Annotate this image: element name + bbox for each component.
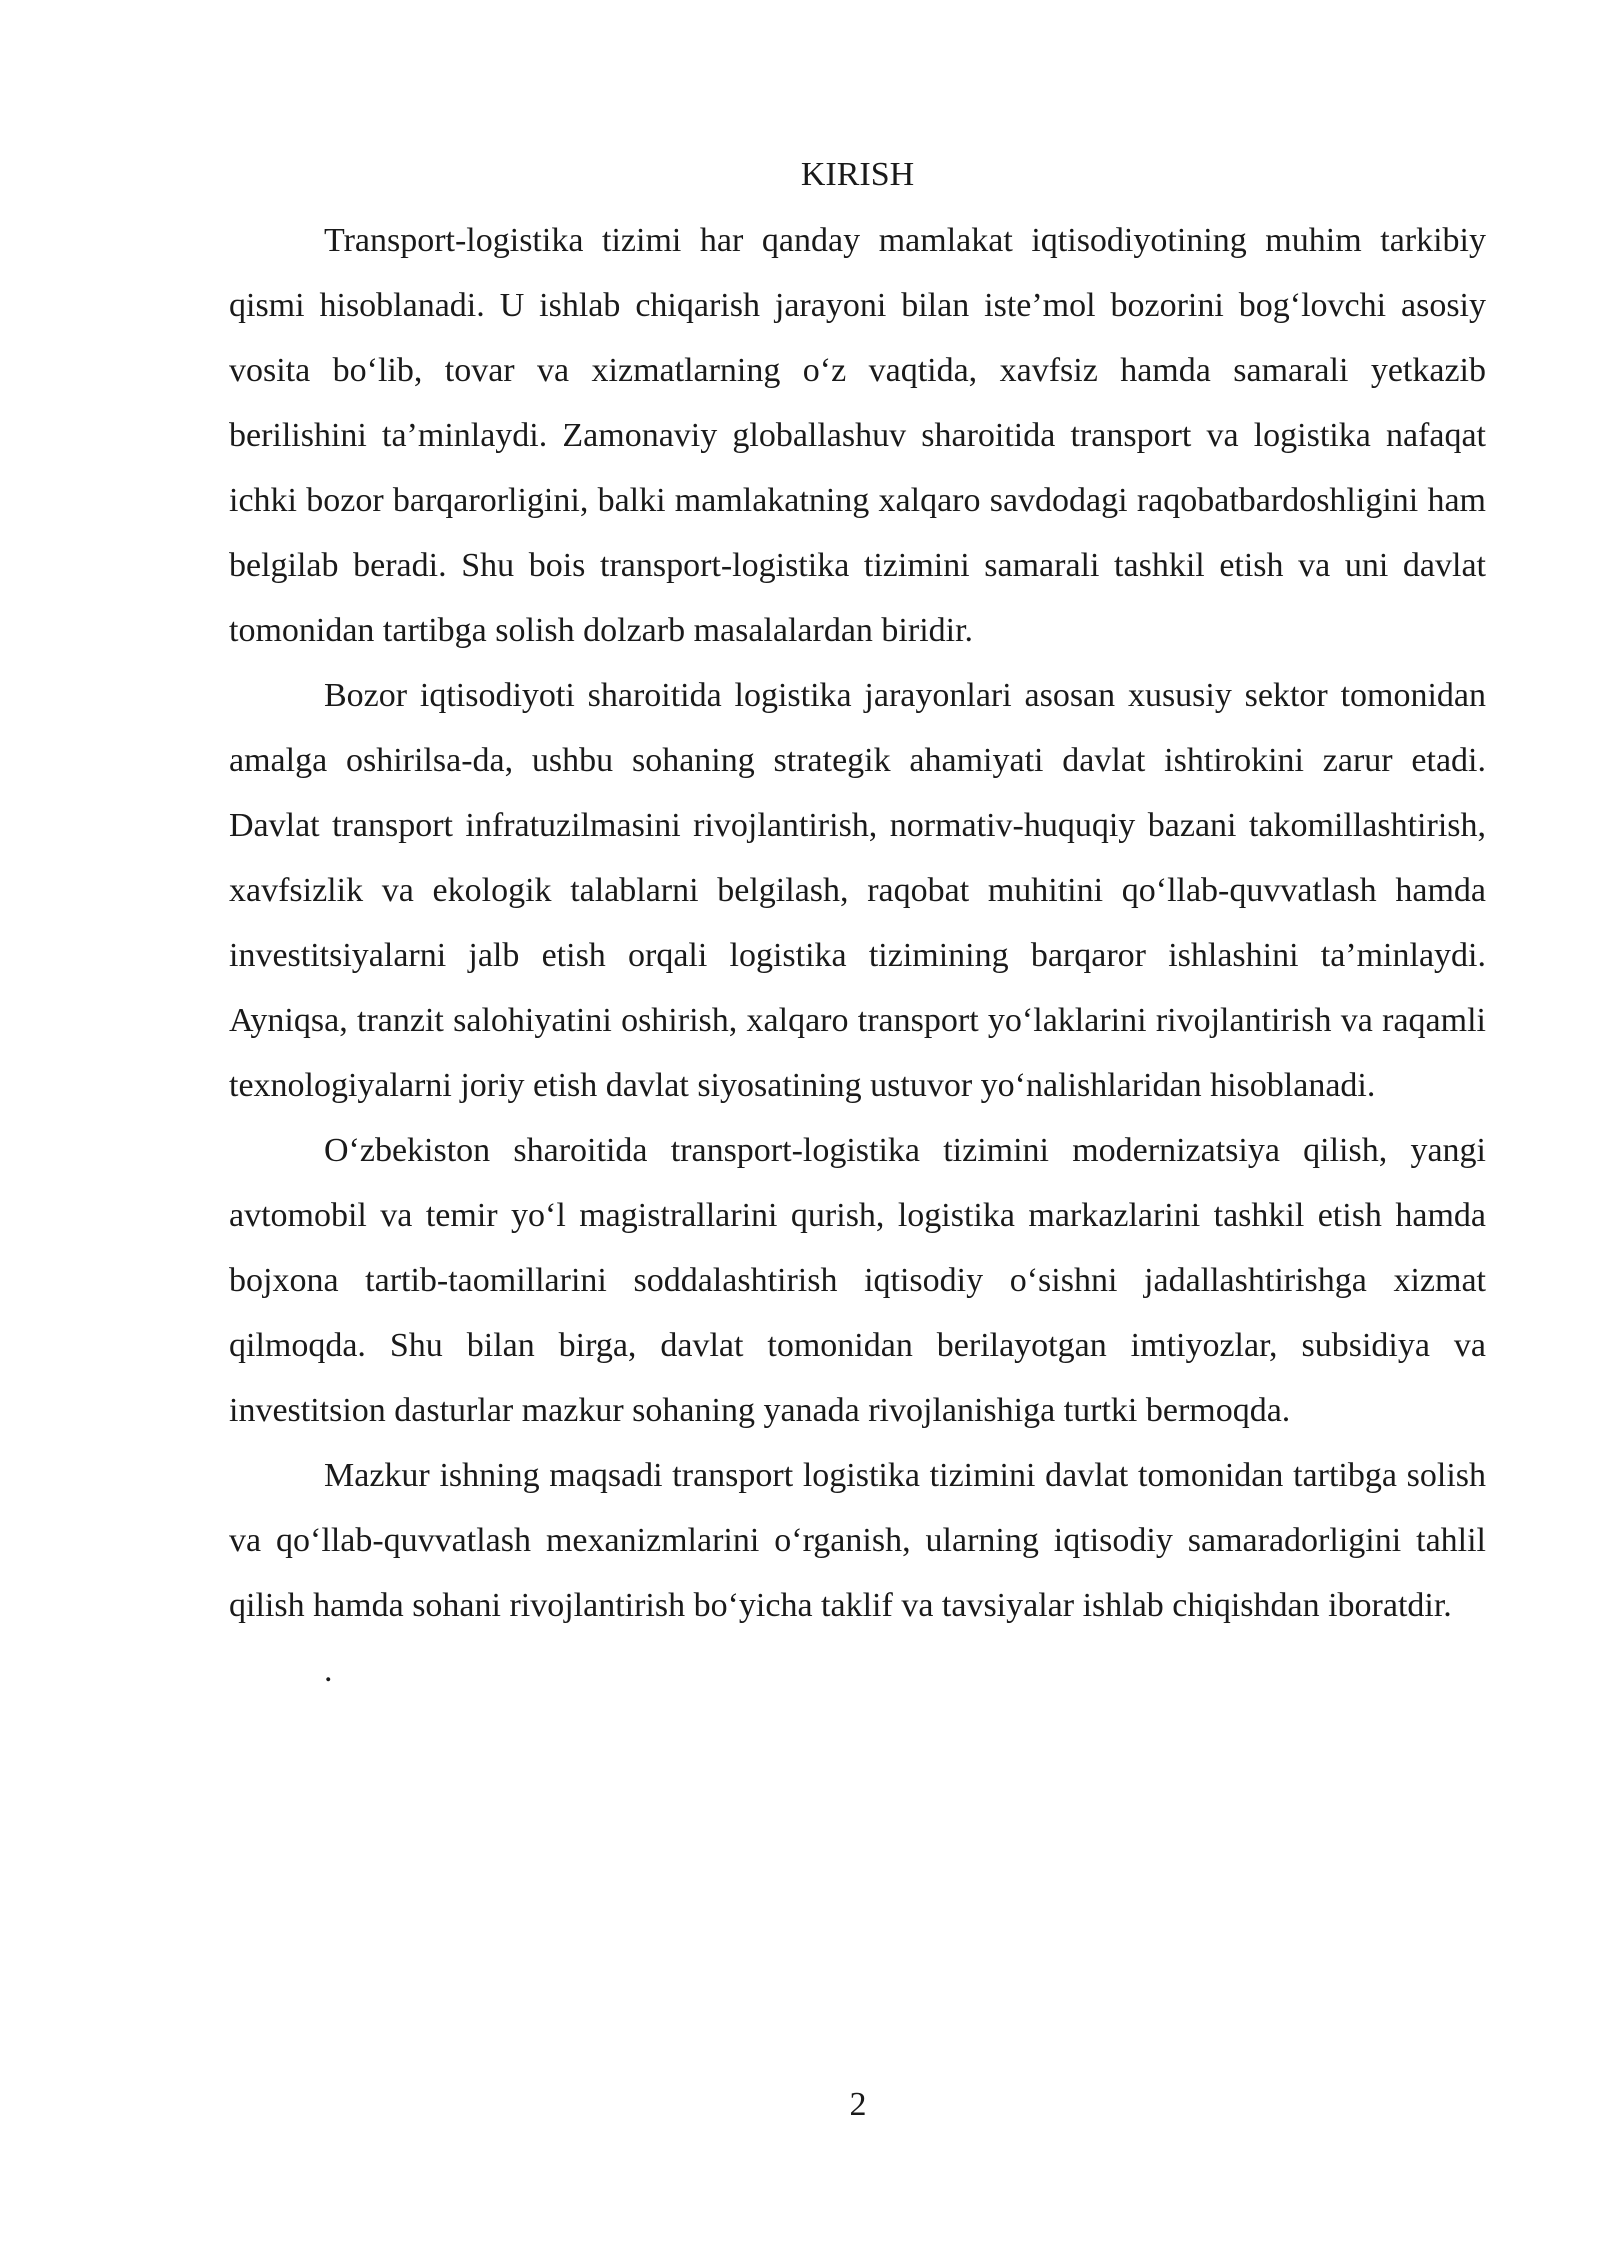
paragraph-3: O‘zbekiston sharoitida transport-logistika tizimini modernizatsiya qilish, yangi avtomobil va temir yo‘l magistrallarini qurish, logistika markazlarini tashkil etish hamda bojxona tartib-taomillarini soddalashtirish iqtisodiy o‘sishni jadallashtirishga xizmat qilmoqda. Shu bilan birga, davlat tomonidan berilayotgan imtiyozlar, subsidiya va investitsion dasturlar mazkur sohaning yanada rivojlanishiga turtki bermoqda. — [229, 1132, 1486, 1429]
paragraph-4: Mazkur ishning maqsadi transport logistika tizimini davlat tomonidan tartibga solish va qo‘llab-quvvatlash mexanizmlarini o‘rganish, ularning iqtisodiy samaradorligini tahlil qilish hamda sohani rivojlantirish bo‘yicha taklif va tavsiyalar ishlab chiqishdan iboratdir. — [229, 1457, 1486, 1624]
paragraph-1: Transport-logistika tizimi har qanday mamlakat iqtisodiyotining muhim tarkibiy qismi hisoblanadi. U ishlab chiqarish jarayoni bilan iste’mol bozorini bog‘lovchi asosiy vosita bo‘lib, tovar va xizmatlarning o‘z vaqtida, xavfsiz hamda samarali yetkazib berilishini ta’minlaydi. Zamonaviy globallashuv sharoitida transport va logistika nafaqat ichki bozor barqarorligini, balki mamlakatning xalqaro savdodagi raqobatbardoshligini ham belgilab beradi. Shu bois transport-logistika tizimini samarali tashkil etish va uni davlat tomonidan tartibga solish dolzarb masalalardan biridir. — [229, 222, 1486, 649]
page-number: 2 — [849, 2086, 867, 2123]
paragraph-2: Bozor iqtisodiyoti sharoitida logistika jarayonlari asosan xususiy sektor tomonidan amalga oshirilsa-da, ushbu sohaning strategik ahamiyati davlat ishtirokini zarur etadi. Davlat transport infratuzilmasini rivojlantirish, normativ-huquqiy bazani takomillashtirish, xavfsizlik va ekologik talablarni belgilash, raqobat muhitini qo‘llab-quvvatlash hamda investitsiyalarni jalb etish orqali logistika tizimining barqaror ishlashini ta’minlaydi. Ayniqsa, tranzit salohiyatini oshirish, xalqaro transport yo‘laklarini rivojlantirish va raqamli texnologiyalarni joriy etish davlat siyosatining ustuvor yo‘nalishlaridan hisoblanadi. — [229, 677, 1486, 1104]
trailing-mark: . — [324, 1652, 333, 1689]
section-heading: KIRISH — [800, 156, 915, 193]
page-body — [229, 146, 1486, 1703]
